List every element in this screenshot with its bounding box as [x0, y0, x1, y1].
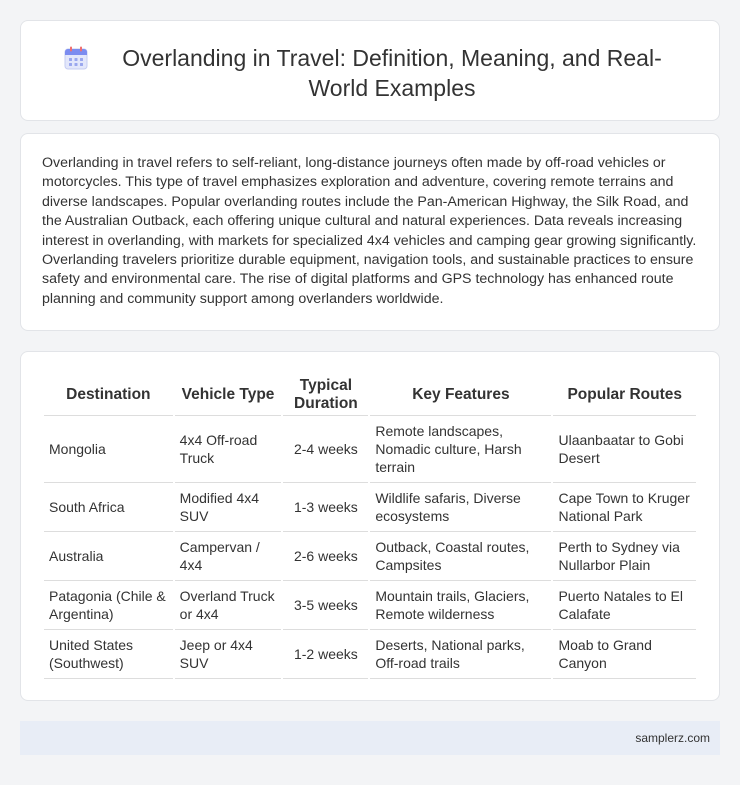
cell-duration: 1-2 weeks	[283, 630, 368, 679]
footer-bar	[20, 721, 720, 755]
intro-card	[20, 133, 720, 331]
cell-popular-routes: Puerto Natales to El Calafate	[553, 581, 696, 630]
header-popular-routes: Popular Routes	[553, 374, 696, 416]
table-header-row	[44, 374, 696, 416]
cell-destination: South Africa	[44, 483, 173, 532]
table-row	[44, 483, 696, 532]
cell-vehicle-type: Jeep or 4x4 SUV	[175, 630, 282, 679]
cell-destination: Patagonia (Chile & Argentina)	[44, 581, 173, 630]
cell-key-features: Deserts, National parks, Off-road trails	[370, 630, 551, 679]
cell-vehicle-type: Campervan / 4x4	[175, 532, 282, 581]
intro-paragraph: Overlanding in travel refers to self-reliant, long-distance journeys often made by off-road vehicles or motorcycles. This type of travel emphasizes exploration and adventure, covering remote terrains and diverse landscapes. Popular overlanding routes include the Pan-American Highway, the Silk Road, and the Australian Outback, each offering unique cultural and natural experiences. Data reveals increasing interest in overlanding, with markets for specialized 4x4 vehicles and camping gear growing significantly. Overlanding travelers prioritize durable equipment, navigation tools, and sustainable practices to ensure safety and environmental care. The rise of digital platforms and GPS technology has enhanced route planning and community support among overlanders worldwide.	[42, 155, 697, 307]
cell-key-features: Outback, Coastal routes, Campsites	[370, 532, 551, 581]
title-row	[21, 43, 719, 103]
cell-popular-routes: Cape Town to Kruger National Park	[553, 483, 696, 532]
cell-popular-routes: Perth to Sydney via Nullarbor Plain	[553, 532, 696, 581]
cell-key-features: Remote landscapes, Nomadic culture, Harsh terrain	[370, 416, 551, 483]
cell-key-features: Wildlife safaris, Diverse ecosystems	[370, 483, 551, 532]
table-row	[44, 416, 696, 483]
cell-destination: Australia	[44, 532, 173, 581]
overlanding-table	[42, 374, 698, 679]
cell-vehicle-type: Modified 4x4 SUV	[175, 483, 282, 532]
cell-vehicle-type: Overland Truck or 4x4	[175, 581, 282, 630]
header-vehicle-type: Vehicle Type	[175, 374, 282, 416]
footer-site-link[interactable]: samplerz.com	[635, 731, 710, 745]
table-row	[44, 630, 696, 679]
cell-popular-routes: Moab to Grand Canyon	[553, 630, 696, 679]
cell-key-features: Mountain trails, Glaciers, Remote wilderness	[370, 581, 551, 630]
title-card	[20, 20, 720, 121]
table-card	[20, 351, 720, 701]
cell-destination: United States (Southwest)	[44, 630, 173, 679]
cell-duration: 1-3 weeks	[283, 483, 368, 532]
table-row	[44, 532, 696, 581]
cell-duration: 2-6 weeks	[283, 532, 368, 581]
header-key-features: Key Features	[370, 374, 551, 416]
cell-vehicle-type: 4x4 Off-road Truck	[175, 416, 282, 483]
header-typical-duration: Typical Duration	[283, 374, 368, 416]
header-destination: Destination	[44, 374, 173, 416]
table-row	[44, 581, 696, 630]
cell-duration: 3-5 weeks	[283, 581, 368, 630]
page-title: Overlanding in Travel: Definition, Meaning, and Real-World Examples	[122, 45, 662, 101]
calendar-icon	[63, 45, 89, 71]
cell-destination: Mongolia	[44, 416, 173, 483]
cell-duration: 2-4 weeks	[283, 416, 368, 483]
cell-popular-routes: Ulaanbaatar to Gobi Desert	[553, 416, 696, 483]
